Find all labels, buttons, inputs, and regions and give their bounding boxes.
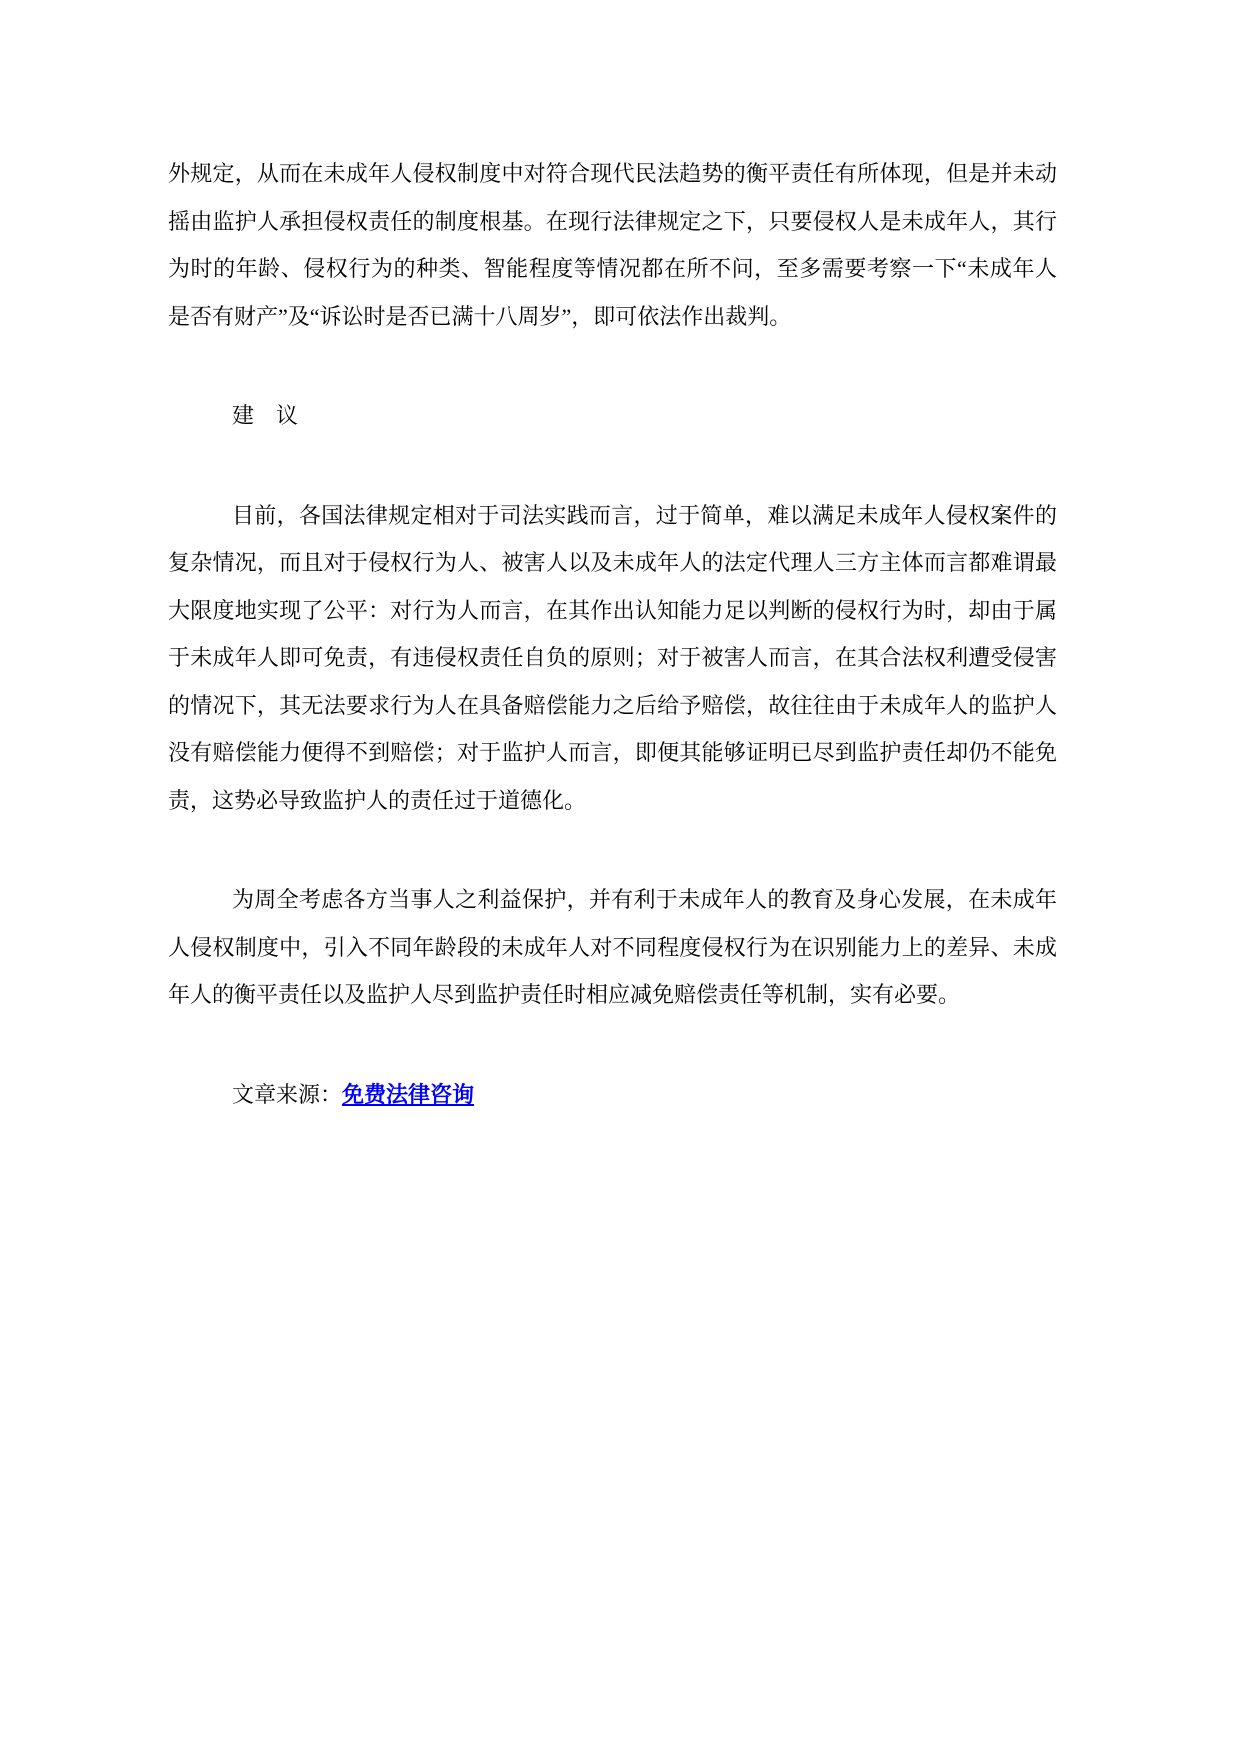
article-source-label: 文章来源： bbox=[232, 1081, 343, 1107]
paragraph-continued-from-previous-page: 外规定，从而在未成年人侵权制度中对符合现代民法趋势的衡平责任有所体现，但是并未动摇由监护人承担侵权责任的制度根基。在现行法律规定之下，只要侵权人是未成年人，其行为时的年龄、侵权行为的种类、智能程度等情况都在所不问，至多需要考察一下“未成年人是否有财产”及“诉讼时是否已满十八周岁”，即可依法作出裁判。 bbox=[168, 161, 1057, 329]
document-content bbox=[168, 150, 1057, 1118]
free-legal-consultation-link[interactable]: 免费法律咨询 bbox=[342, 1081, 475, 1107]
article-source-line bbox=[168, 1071, 1057, 1119]
paragraph-current-law-critique: 目前，各国法律规定相对于司法实践而言，过于简单，难以满足未成年人侵权案件的复杂情况，而且对于侵权行为人、被害人以及未成年人的法定代理人三方主体而言都难谓最大限度地实现了公平：对行为人而言，在其作出认知能力足以判断的侵权行为时，却由于属于未成年人即可免责，有违侵权责任自负的原则；对于被害人而言，在其合法权利遭受侵害的情况下，其无法要求行为人在具备赔偿能力之后给予赔偿，故往往由于未成年人的监护人没有赔偿能力便得不到赔偿；对于监护人而言，即便其能够证明已尽到监护责任却仍不能免责，这势必导致监护人的责任过于道德化。 bbox=[168, 502, 1057, 813]
paragraph-suggestion: 为周全考虑各方当事人之利益保护，并有利于未成年人的教育及身心发展，在未成年人侵权制度中，引入不同年龄段的未成年人对不同程度侵权行为在识别能力上的差异、未成年人的衡平责任以及监护人尽到监护责任时相应减免赔偿责任等机制，实有必要。 bbox=[168, 887, 1057, 1007]
section-heading: 建 议 bbox=[232, 403, 299, 428]
